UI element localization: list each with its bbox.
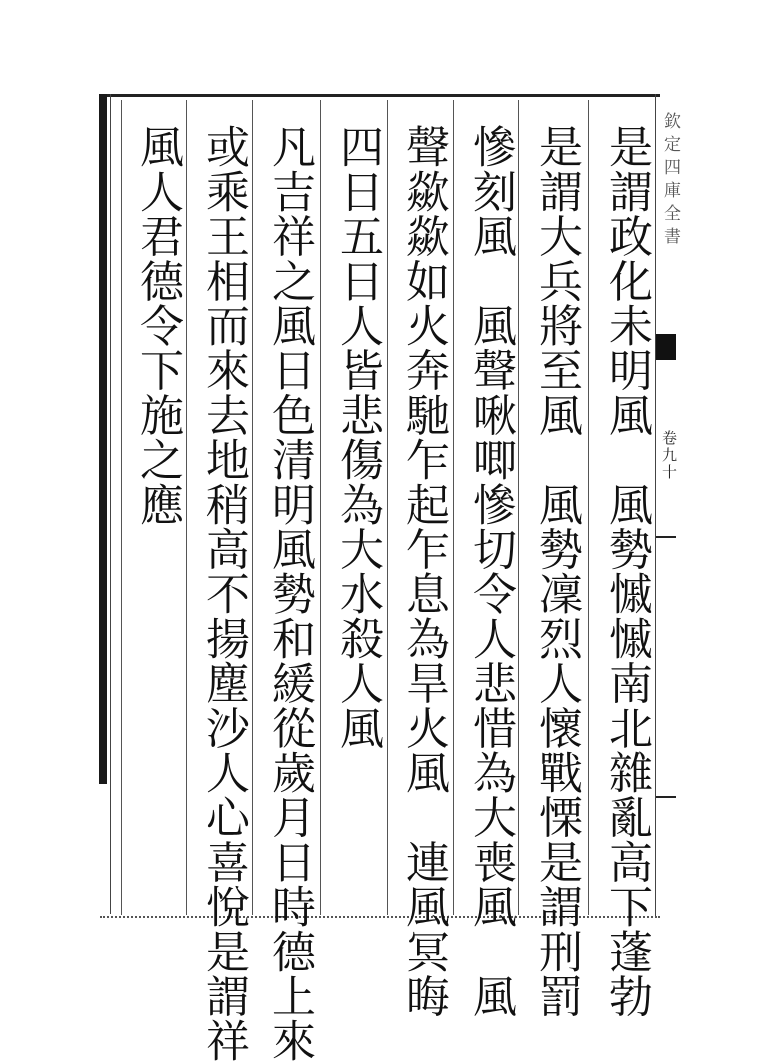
margin-title: 欽定四庫全書: [660, 112, 680, 250]
text-column-4: 聲歘歘如火奔馳乍起乍息為旱火風 連風冥晦: [398, 124, 449, 1018]
text-column-3: 慘刻風 風聲啾唧慘切令人悲惜為大喪風 風: [465, 124, 516, 1018]
text-column-7: 或乘王相而來去地稍高不揚塵沙人心喜悅是謂祥: [198, 124, 249, 1063]
margin-tick: [656, 536, 676, 538]
text-column-5: 四日五日人皆悲傷為大水殺人風: [332, 124, 383, 750]
margin-juan-label: 卷九十: [660, 430, 678, 481]
text-column-1: 是謂政化未明風 風勢慽慽南北雜亂高下蓬勃: [601, 124, 652, 1018]
column-rule: [121, 100, 122, 915]
text-column-2: 是謂大兵將至風 風勢凜烈人懷戰慄是謂刑罰: [531, 124, 582, 1018]
margin-tick: [656, 796, 676, 798]
text-column-8: 風人君德令下施之應: [132, 124, 183, 527]
frame-top-border: [100, 94, 660, 97]
column-rule: [588, 100, 589, 915]
frame-left-inner-line: [110, 94, 111, 914]
text-column-6: 凡吉祥之風日色清明風勢和緩從歲月日時德上來: [264, 124, 315, 1063]
column-rule: [387, 100, 388, 915]
column-rule: [320, 100, 321, 915]
column-rule: [453, 100, 454, 915]
frame-left-border: [99, 94, 107, 784]
fishtail-mark: [656, 334, 676, 360]
